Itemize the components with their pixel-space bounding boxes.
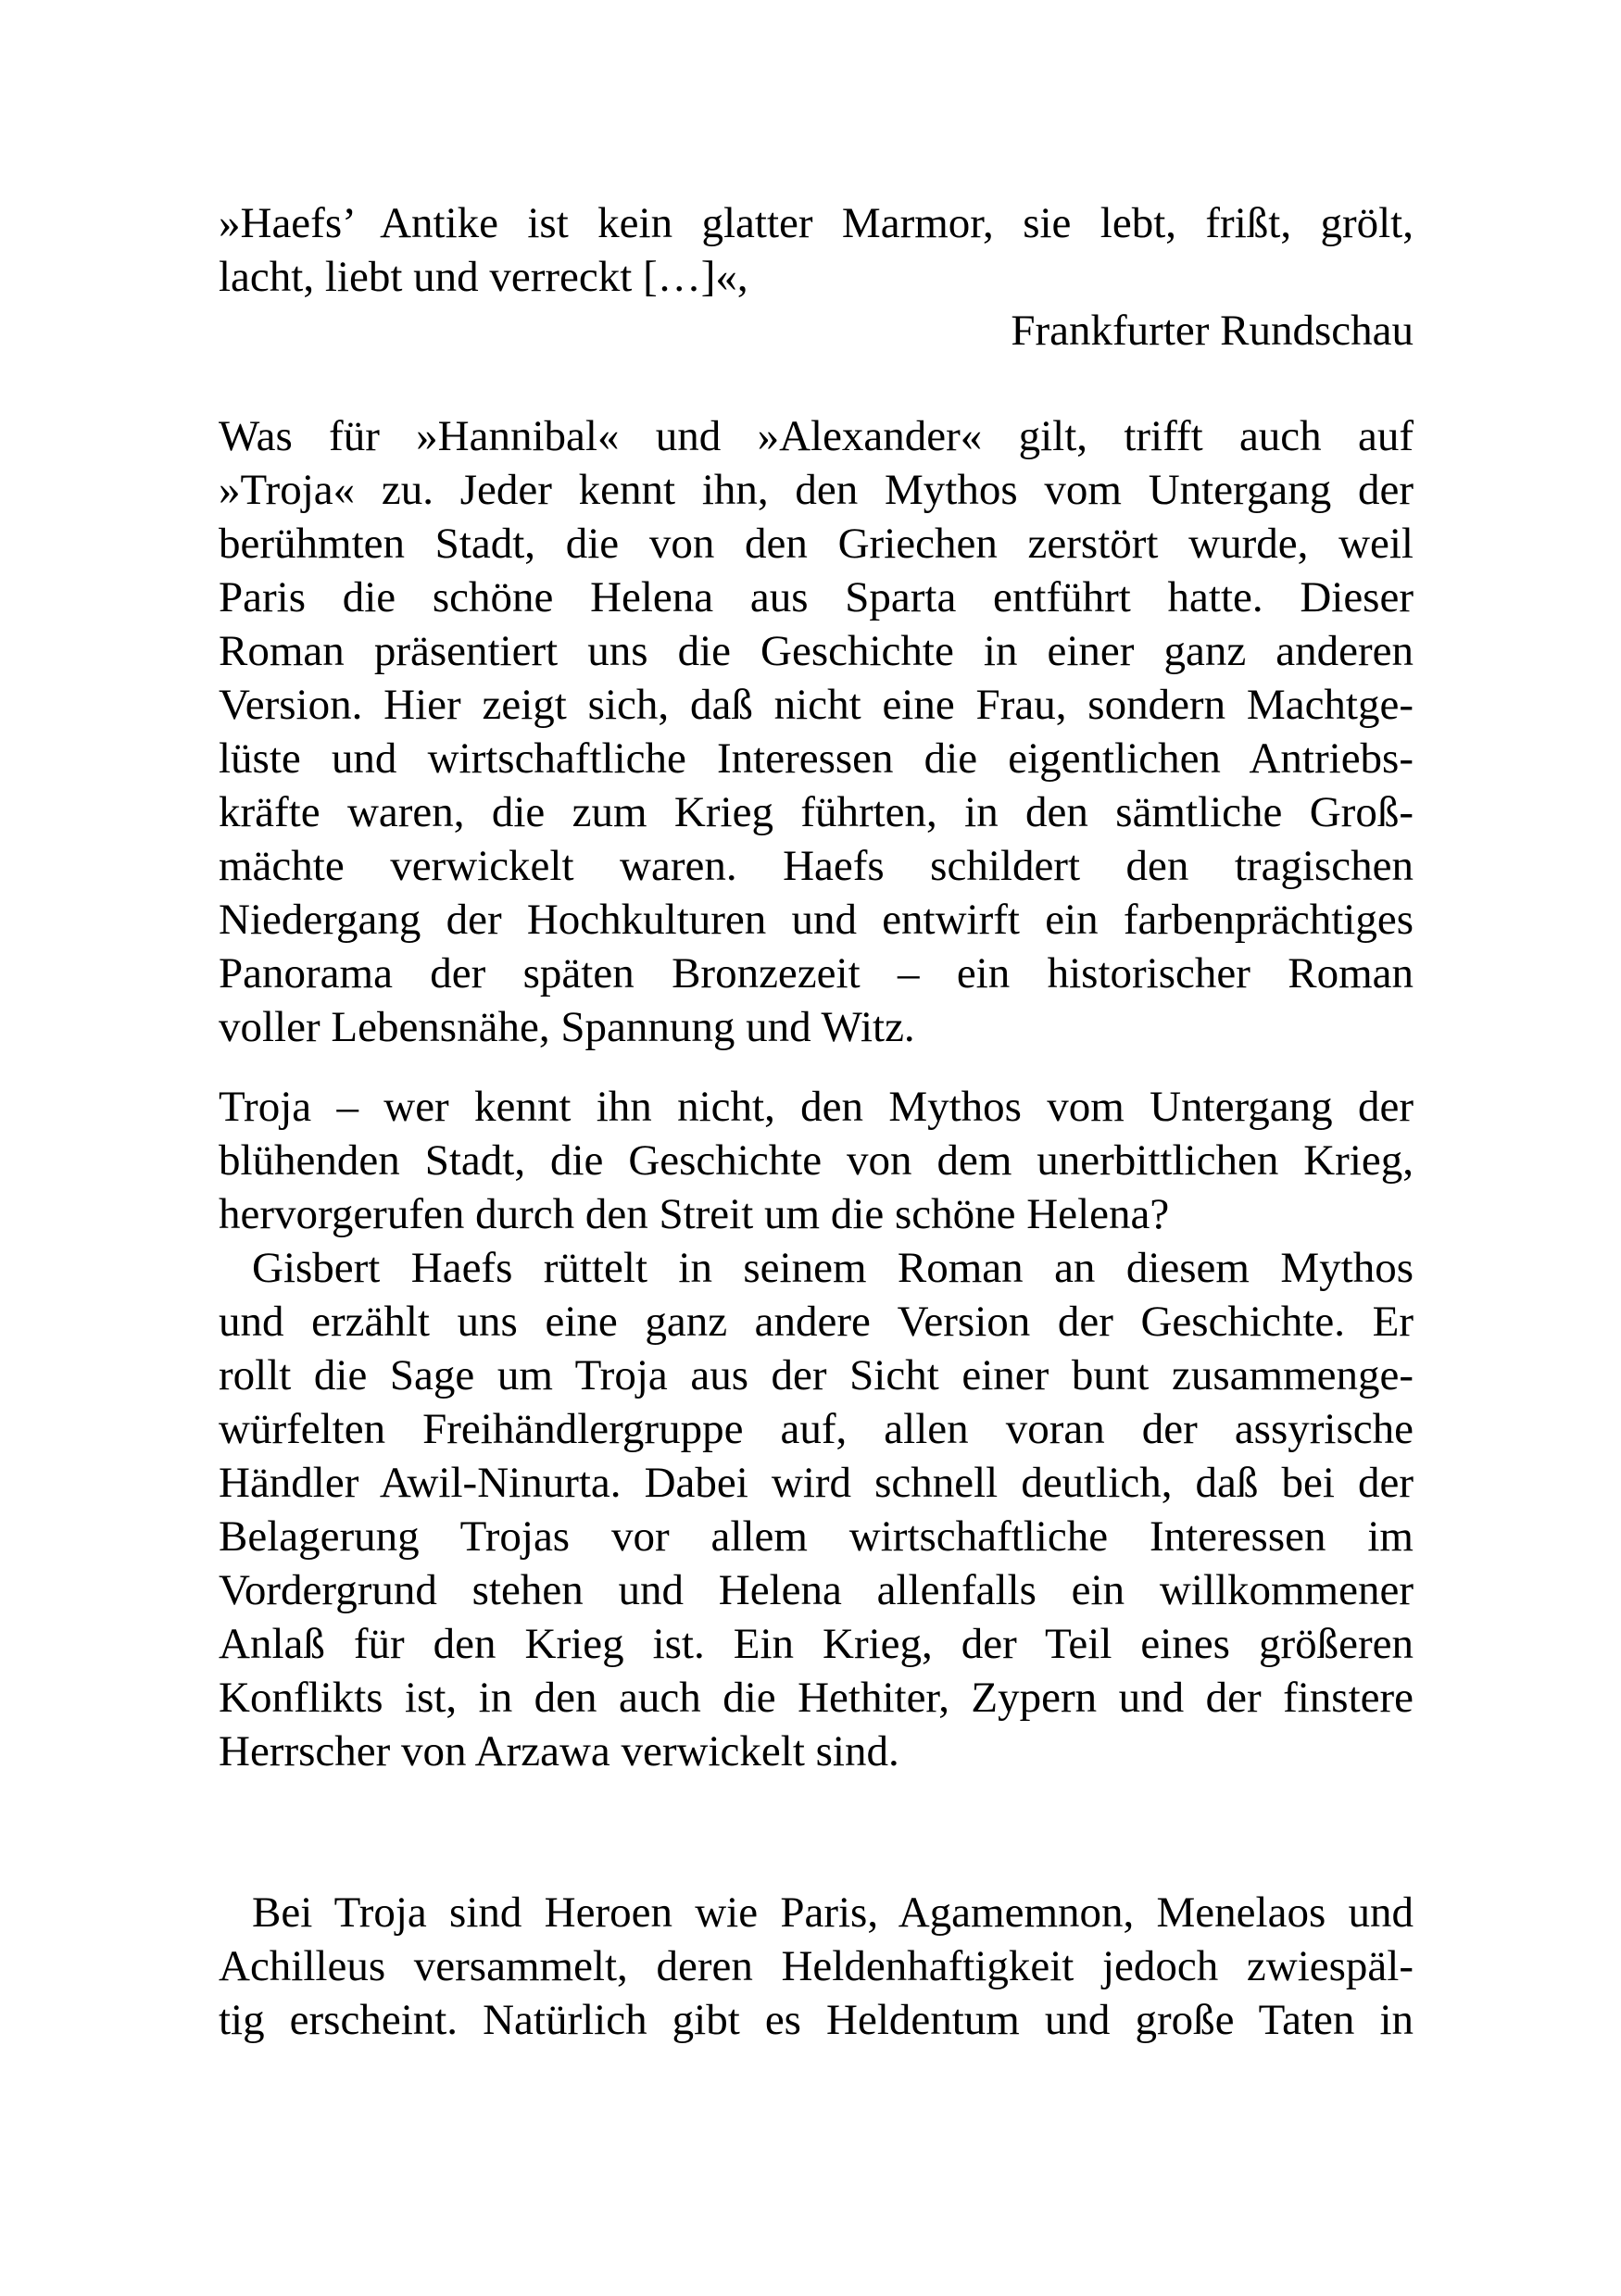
quote-line: lacht, liebt und verreckt […]«, [219, 253, 748, 301]
blurb-paragraph-2 [219, 1080, 1414, 1241]
blurb-paragraph-1 [219, 409, 1414, 1054]
paragraph-line: kräfte waren, die zum Krieg führten, in den sämtliche Groß- [219, 788, 1414, 836]
paragraph-line: lüste und wirtschaftliche Interessen die eigentlichen Antriebs- [219, 734, 1414, 783]
paragraph-line: Gisbert Haefs rüttelt in seinem Roman an diesem Mythos [252, 1244, 1414, 1292]
paragraph-line: Vordergrund stehen und Helena allenfalls ein willkommener [219, 1566, 1414, 1614]
paragraph-line: würfelten Freihändlergruppe auf, allen voran der assyrische [219, 1405, 1414, 1453]
quote-line: »Haefs’ Antike ist kein glatter Marmor, sie lebt, frißt, grölt, [219, 199, 1414, 247]
paragraph-line: Version. Hier zeigt sich, daß nicht eine Frau, sondern Machtge- [219, 681, 1414, 729]
quote-source: Frankfurter Rundschau [1011, 307, 1414, 355]
paragraph-line: Anlaß für den Krieg ist. Ein Krieg, der Teil eines größeren [219, 1620, 1414, 1668]
paragraph-line: voller Lebensnähe, Spannung und Witz. [219, 1003, 915, 1051]
blurb-paragraph-3 [219, 1241, 1414, 1778]
paragraph-line: Herrscher von Arzawa verwickelt sind. [219, 1727, 899, 1775]
paragraph-line: Händler Awil-Ninurta. Dabei wird schnell deutlich, daß bei der [219, 1459, 1414, 1507]
paragraph-line: »Troja« zu. Jeder kennt ihn, den Mythos vom Untergang der [219, 466, 1414, 514]
paragraph-line: Roman präsentiert uns die Geschichte in einer ganz anderen [219, 627, 1414, 675]
paragraph-line: mächte verwickelt waren. Haefs schildert den tragischen [219, 842, 1414, 890]
paragraph-line: Troja – wer kennt ihn nicht, den Mythos vom Untergang der [219, 1083, 1414, 1131]
paragraph-line: tig erscheint. Natürlich gibt es Heldentum und große Taten in [219, 1996, 1414, 2044]
paragraph-line: rollt die Sage um Troja aus der Sicht einer bunt zusammenge- [219, 1351, 1414, 1399]
paragraph-line: Belagerung Trojas vor allem wirtschaftliche Interessen im [219, 1512, 1414, 1561]
paragraph-line: Panorama der späten Bronzezeit – ein historischer Roman [219, 949, 1414, 997]
paragraph-line: Paris die schöne Helena aus Sparta entführt hatte. Dieser [219, 573, 1414, 621]
blurb-paragraph-4 [219, 1886, 1414, 2047]
paragraph-line: Was für »Hannibal« und »Alexander« gilt, trifft auch auf [219, 412, 1414, 460]
paragraph-line: Achilleus versammelt, deren Heldenhaftigkeit jedoch zwiespäl- [219, 1942, 1414, 1990]
paragraph-line: Bei Troja sind Heroen wie Paris, Agamemnon, Menelaos und [252, 1888, 1414, 1937]
paragraph-line: Konflikts ist, in den auch die Hethiter, Zypern und der finstere [219, 1674, 1414, 1722]
paragraph-line: berühmten Stadt, die von den Griechen zerstört wurde, weil [219, 520, 1414, 568]
paragraph-line: Niedergang der Hochkulturen und entwirft ein farbenprächtiges [219, 896, 1414, 944]
paragraph-line: blühenden Stadt, die Geschichte von dem unerbittlichen Krieg, [219, 1136, 1414, 1185]
paragraph-line: und erzählt uns eine ganz andere Version der Geschichte. Er [219, 1298, 1414, 1346]
paragraph-line: hervorgerufen durch den Streit um die schöne Helena? [219, 1190, 1170, 1238]
press-quote [219, 196, 1414, 358]
